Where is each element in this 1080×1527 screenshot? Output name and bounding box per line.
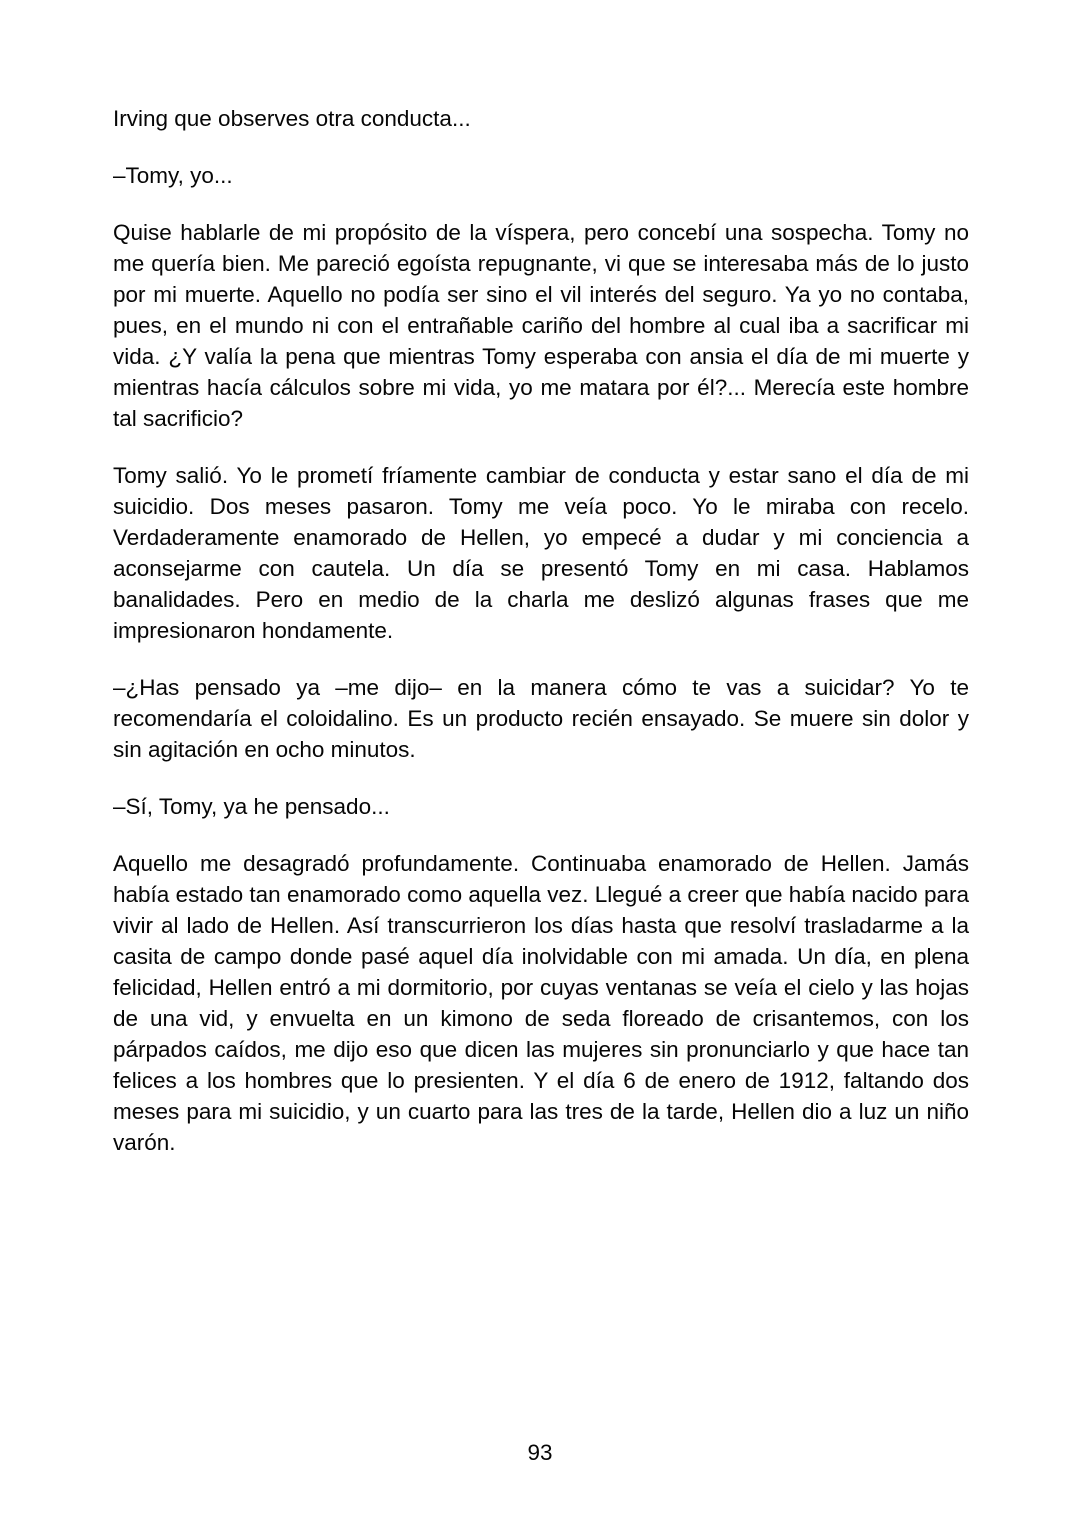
paragraph-dialogue-coloidalino: –¿Has pensado ya –me dijo– en la manera cómo te vas a suicidar? Yo te recomendaría el coloidalino. Es un producto recién ensayado. Se muere sin dolor y sin agitación en ocho minutos. xyxy=(113,675,969,762)
paragraph-dialogue-si-tomy: –Sí, Tomy, ya he pensado... xyxy=(113,794,390,819)
paragraph-tomy-salio: Tomy salió. Yo le prometí fríamente cambiar de conducta y estar sano el día de mi suicidio. Dos meses pasaron. Tomy me veía poco. Yo le miraba con recelo. Verdaderamente enamorado de Hellen, yo empecé a dudar y mi conciencia a aconsejarme con cautela. Un día se presentó Tomy en mi casa. Hablamos banalidades. Pero en medio de la charla me deslizó algunas frases que me impresionaron hondamente. xyxy=(113,463,969,643)
paragraph-dialogue-tomy-yo: –Tomy, yo... xyxy=(113,163,233,188)
text-column xyxy=(113,103,969,1158)
page-number: 93 xyxy=(527,1440,553,1465)
paragraph-opening-line: Irving que observes otra conducta... xyxy=(113,106,471,131)
paragraph-sospecha: Quise hablarle de mi propósito de la víspera, pero concebí una sospecha. Tomy no me quería bien. Me pareció egoísta repugnante, vi que se interesaba más de lo justo por mi muerte. Aquello no podía ser sino el vil interés del seguro. Ya yo no contaba, pues, en el mundo ni con el entrañable cariño del hombre al cual iba a sacrificar mi vida. ¿Y valía la pena que mientras Tomy esperaba con ansia el día de mi muerte y mientras hacía cálculos sobre mi vida, yo me matara por él?... Merecía este hombre tal sacrificio? xyxy=(113,220,969,431)
paragraph-hellen: Aquello me desagradó profundamente. Continuaba enamorado de Hellen. Jamás había estado tan enamorado como aquella vez. Llegué a creer que había nacido para vivir al lado de Hellen. Así transcurrieron los días hasta que resolví trasladarme a la casita de campo donde pasé aquel día inolvidable con mi amada. Un día, en plena felicidad, Hellen entró a mi dormitorio, por cuyas ventanas se veía el cielo y las hojas de una vid, y envuelta en un kimono de seda floreado de crisantemos, con los párpados caídos, me dijo eso que dicen las mujeres sin pronunciarlo y que hace tan felices a los hombres que lo presienten. Y el día 6 de enero de 1912, faltando dos meses para mi suicidio, y un cuarto para las tres de la tarde, Hellen dio a luz un niño varón. xyxy=(113,851,969,1155)
